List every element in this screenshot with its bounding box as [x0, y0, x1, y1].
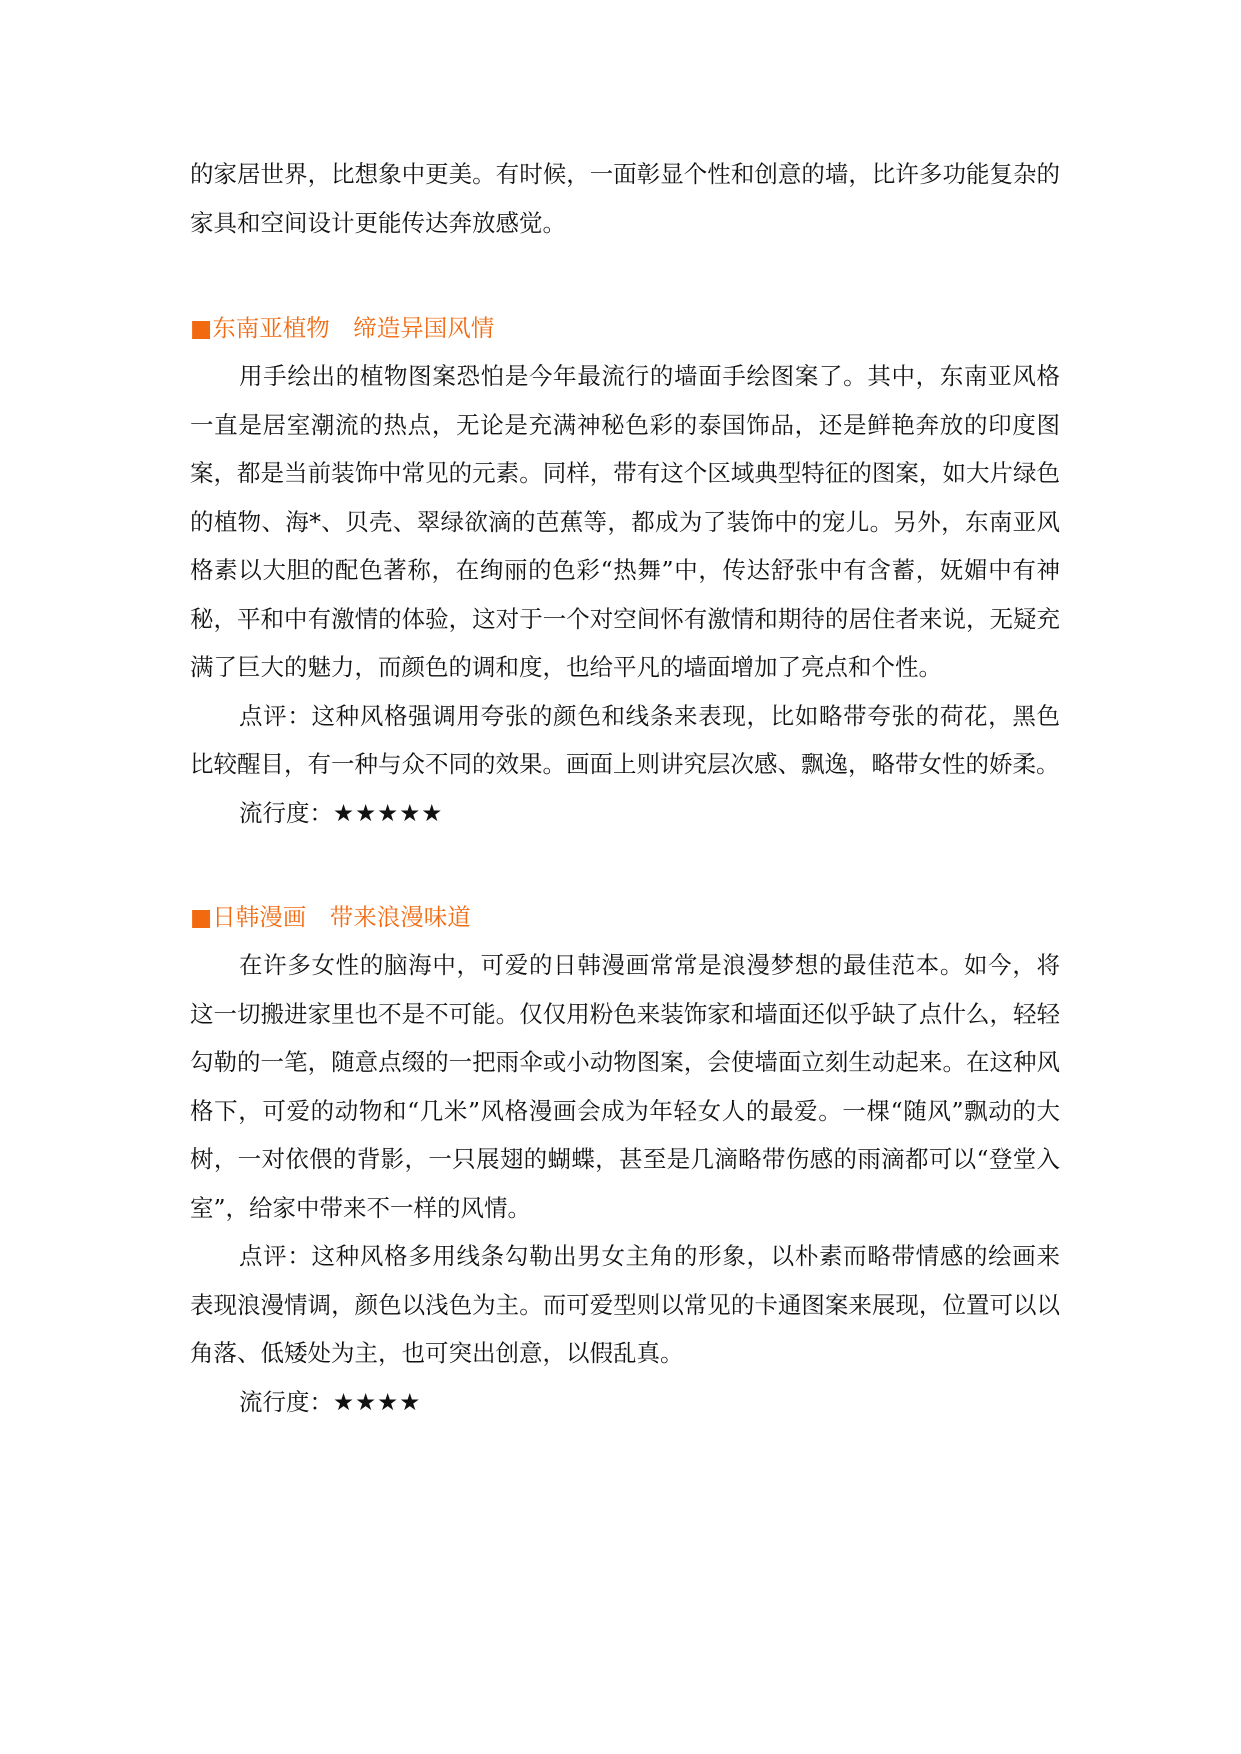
section-review: 点评：这种风格强调用夸张的颜色和线条来表现，比如略带夸张的荷花，黑色比较醒目，有一种与众不同的效果。画面上则讲究层次感、飘逸，略带女性的娇柔。 — [190, 701, 1060, 778]
star-rating-icon: ★★★★★ — [333, 798, 444, 827]
popularity-rating — [190, 789, 1060, 838]
document-body — [190, 150, 1060, 1426]
section-japanese-korean-comics — [190, 893, 1060, 1426]
intro-paragraph: 的家居世界，比想象中更美。有时候，一面彰显个性和创意的墙，比许多功能复杂的家具和空间设计更能传达奔放感觉。 — [190, 160, 1060, 237]
popularity-label: 流行度： — [239, 798, 333, 827]
square-bullet-icon: ■ — [190, 314, 213, 342]
star-rating-icon: ★★★★ — [333, 1387, 422, 1416]
section-heading — [190, 893, 1060, 941]
section-review: 点评：这种风格多用线条勾勒出男女主角的形象，以朴素而略带情感的绘画来表现浪漫情调，颜色以浅色为主。而可爱型则以常见的卡通图案来展现，位置可以以角落、低矮处为主，也可突出创意，以假乱真。 — [190, 1242, 1060, 1367]
section-title: 东南亚植物 缔造异国风情 — [212, 314, 495, 342]
section-spacer — [190, 837, 1060, 893]
section-spacer — [190, 247, 1060, 304]
section-body: 在许多女性的脑海中，可爱的日韩漫画常常是浪漫梦想的最佳范本。如今，将这一切搬进家里也不是不可能。仅仅用粉色来装饰家和墙面还似乎缺了点什么，轻轻勾勒的一笔，随意点缀的一把雨伞或小动物图案，会使墙面立刻生动起来。在这种风格下，可爱的动物和“几米”风格漫画会成为年轻女人的最爱。一棵“随风”飘动的大树，一对依偎的背影，一只展翅的蝴蝶，甚至是几滴略带伤感的雨滴都可以“登堂入室”，给家中带来不一样的风情。 — [190, 951, 1060, 1222]
section-southeast-asian-plants — [190, 304, 1060, 837]
section-body: 用手绘出的植物图案恐怕是今年最流行的墙面手绘图案了。其中，东南亚风格一直是居室潮流的热点，无论是充满神秘色彩的泰国饰品，还是鲜艳奔放的印度图案，都是当前装饰中常见的元素。同样，带有这个区域典型特征的图案，如大片绿色的植物、海*、贝壳、翠绿欲滴的芭蕉等，都成为了装饰中的宠儿。另外，东南亚风格素以大胆的配色著称，在绚丽的色彩“热舞”中，传达舒张中有含蓄，妩媚中有神秘，平和中有激情的体验，这对于一个对空间怀有激情和期待的居住者来说，无疑充满了巨大的魅力，而颜色的调和度，也给平凡的墙面增加了亮点和个性。 — [190, 362, 1060, 681]
section-title: 日韩漫画 带来浪漫味道 — [212, 903, 471, 931]
popularity-label: 流行度： — [239, 1387, 333, 1416]
popularity-rating — [190, 1378, 1060, 1427]
section-heading — [190, 304, 1060, 352]
square-bullet-icon: ■ — [190, 903, 213, 931]
